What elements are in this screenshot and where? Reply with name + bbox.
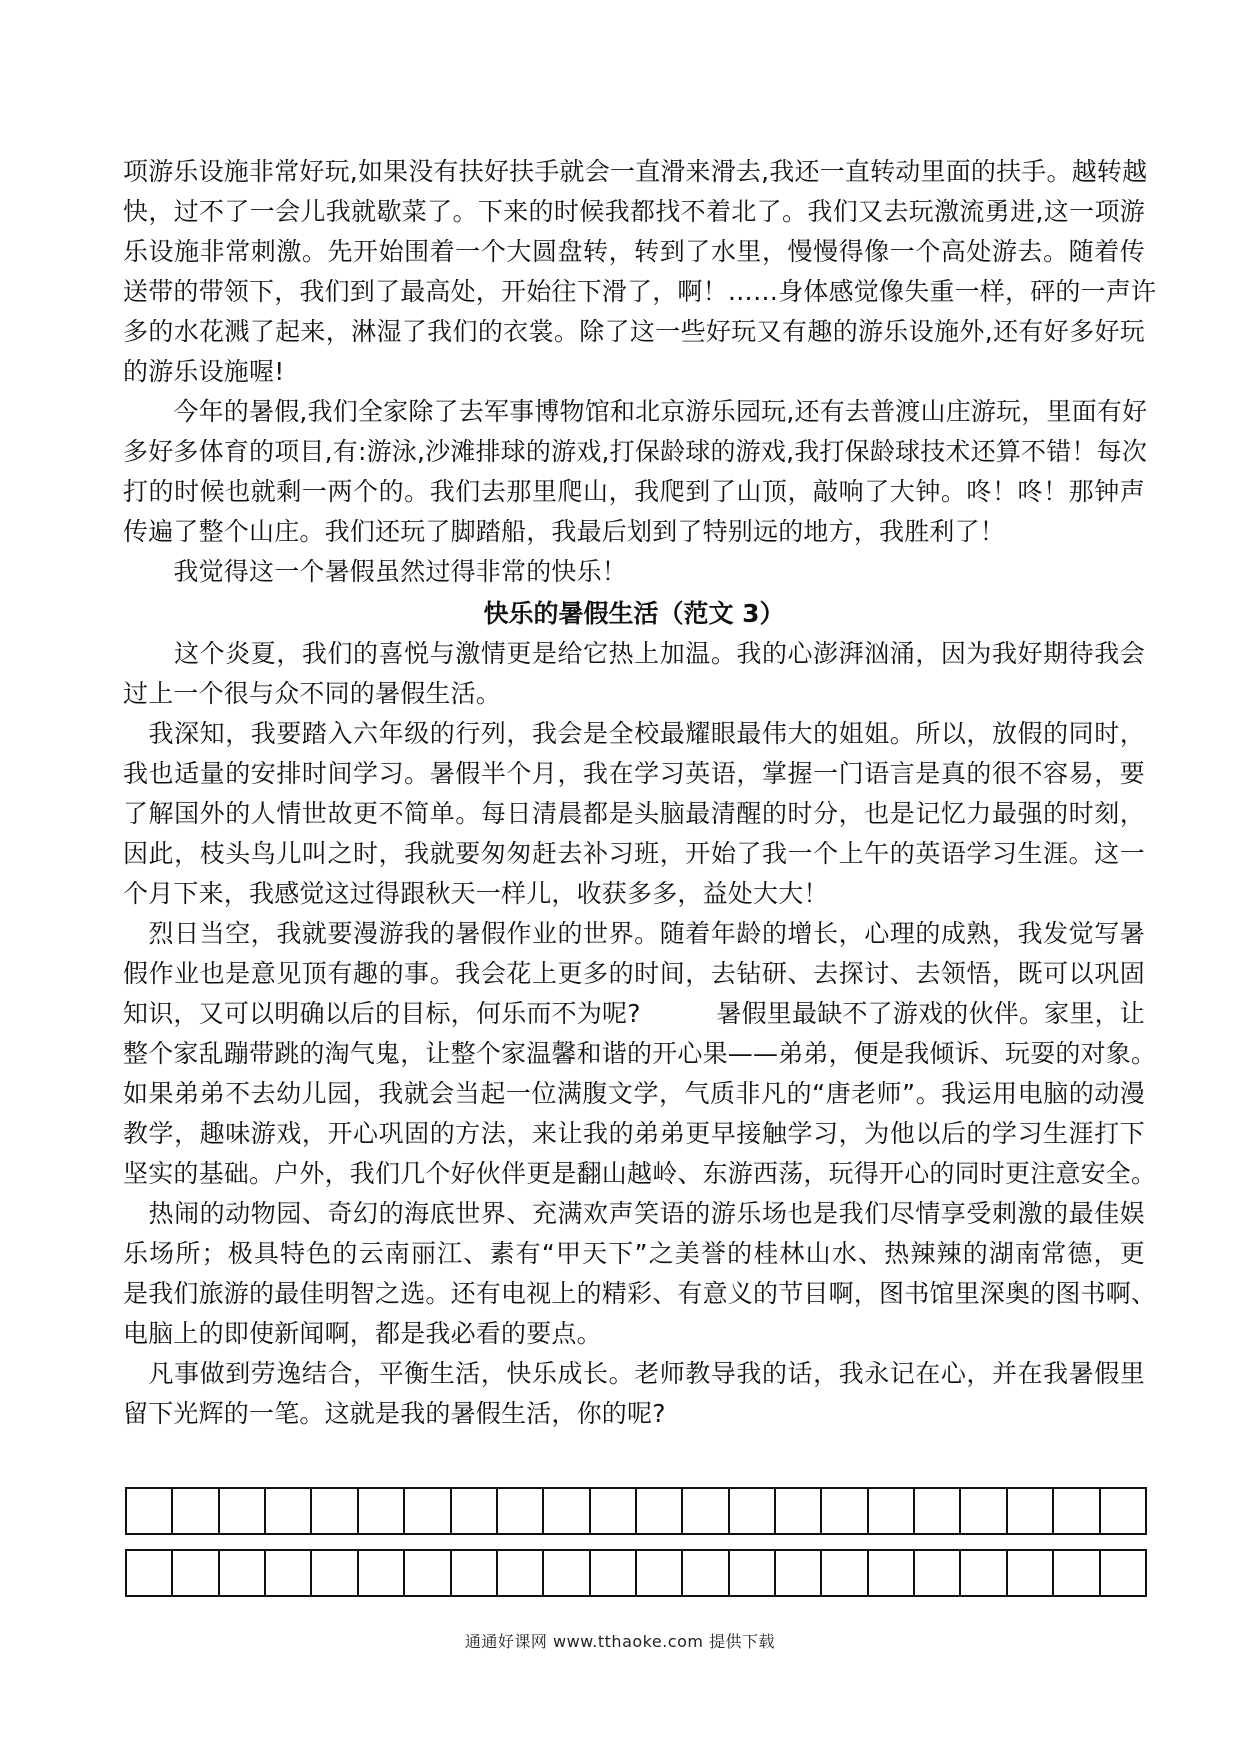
text-line: 留下光辉的一笔。这就是我的暑假生活，你的呢? xyxy=(123,1399,666,1428)
text-line: 我觉得这一个暑假虽然过得非常的快乐！ xyxy=(123,557,628,586)
paragraph-4 xyxy=(123,634,1145,714)
grid-cell xyxy=(452,1551,498,1595)
grid-cell xyxy=(869,1489,915,1533)
text-line: 的游乐设施喔! xyxy=(123,357,285,386)
paragraph-1 xyxy=(123,152,1157,392)
grid-cell xyxy=(498,1489,544,1533)
grid-cell xyxy=(312,1489,358,1533)
text-line: 因此，枝头鸟儿叫之时，我就要匆匆赶去补习班，开始了我一个上午的英语学习生涯。这一 xyxy=(123,839,1145,868)
text-line: 乐场所；极具特色的云南丽江、素有“甲天下”之美誉的桂林山水、热辣辣的湖南常德，更 xyxy=(123,1239,1145,1268)
text-line: 多好多体育的项目,有:游泳,沙滩排球的游戏,打保龄球的游戏,我打保龄球技术还算不错！每次 xyxy=(123,437,1148,466)
grid-cell xyxy=(683,1489,729,1533)
grid-cell xyxy=(591,1489,637,1533)
grid-cell xyxy=(869,1551,915,1595)
grid-cell xyxy=(220,1551,266,1595)
grid-cell xyxy=(359,1489,405,1533)
text-line: 我也适量的安排时间学习。暑假半个月，我在学习英语，掌握一门语言是真的很不容易，要 xyxy=(123,759,1145,788)
text-line: 凡事做到劳逸结合，平衡生活，快乐成长。老师教导我的话，我永记在心，并在我暑假里 xyxy=(123,1359,1145,1388)
grid-cell xyxy=(266,1489,312,1533)
grid-cell xyxy=(1054,1551,1100,1595)
text-line: 教学，趣味游戏，开心巩固的方法，来让我的弟弟更早接触学习，为他以后的学习生涯打下 xyxy=(123,1119,1145,1148)
text-line: 今年的暑假,我们全家除了去军事博物馆和北京游乐园玩,还有去普渡山庄游玩，里面有好 xyxy=(123,397,1148,426)
text-line: 整个家乱蹦带跳的淘气鬼，让整个家温馨和谐的开心果——弟弟，便是我倾诉、玩耍的对象。 xyxy=(123,1039,1157,1068)
grid-cell xyxy=(1101,1551,1145,1595)
text-line: 坚实的基础。户外，我们几个好伙伴更是翻山越岭、东游西荡，玩得开心的同时更注意安全。 xyxy=(123,1159,1157,1188)
text-line: 个月下来，我感觉这过得跟秋天一样儿，收获多多，益处大大！ xyxy=(123,879,829,908)
grid-cell xyxy=(591,1551,637,1595)
grid-cell xyxy=(822,1489,868,1533)
grid-cell xyxy=(730,1489,776,1533)
text-line: 这个炎夏，我们的喜悦与激情更是给它热上加温。我的心澎湃汹涌，因为我好期待我会 xyxy=(123,639,1145,668)
text-line: 热闹的动物园、奇幻的海底世界、充满欢声笑语的游乐场也是我们尽情享受刺激的最佳娱 xyxy=(123,1199,1145,1228)
grid-cell xyxy=(776,1489,822,1533)
grid-cell xyxy=(1054,1489,1100,1533)
text-line: 送带的带领下，我们到了最高处，开始往下滑了，啊！……身体感觉像失重一样，砰的一声许 xyxy=(123,277,1157,306)
grid-cell xyxy=(544,1551,590,1595)
text-line: 假作业也是意见顶有趣的事。我会花上更多的时间，去钻研、去探讨、去领悟，既可以巩固 xyxy=(123,959,1145,988)
grid-cell xyxy=(730,1551,776,1595)
grid-cell xyxy=(173,1551,219,1595)
writing-grid-row-2 xyxy=(125,1549,1147,1597)
grid-cell xyxy=(173,1489,219,1533)
grid-cell xyxy=(683,1551,729,1595)
paragraph-6 xyxy=(123,914,1157,1194)
grid-cell xyxy=(405,1551,451,1595)
text-line: 电脑上的即使新闻啊，都是我必看的要点。 xyxy=(123,1319,602,1348)
grid-cell xyxy=(1008,1551,1054,1595)
grid-cell xyxy=(359,1551,405,1595)
grid-cell xyxy=(822,1551,868,1595)
text-line: 了解国外的人情世故更不简单。每日清晨都是头脑最清醒的时分，也是记忆力最强的时刻， xyxy=(123,799,1145,828)
grid-cell xyxy=(498,1551,544,1595)
grid-cell xyxy=(1008,1489,1054,1533)
essay-title: 快乐的暑假生活（范文 3） xyxy=(483,599,785,628)
article-body xyxy=(123,152,1157,1434)
text-line: 是我们旅游的最佳明智之选。还有电视上的精彩、有意义的节目啊，图书馆里深奥的图书啊、 xyxy=(123,1279,1157,1308)
text-line: 如果弟弟不去幼儿园，我就会当起一位满腹文学，气质非凡的“唐老师”。我运用电脑的动漫 xyxy=(123,1079,1145,1108)
text-line: 传遍了整个山庄。我们还玩了脚踏船，我最后划到了特别远的地方，我胜利了！ xyxy=(123,517,1006,546)
grid-cell xyxy=(961,1489,1007,1533)
grid-cell xyxy=(452,1489,498,1533)
grid-cell xyxy=(637,1551,683,1595)
grid-cell xyxy=(127,1551,173,1595)
grid-cell xyxy=(312,1551,358,1595)
grid-cell xyxy=(915,1489,961,1533)
text-line: 乐设施非常刺激。先开始围着一个大圆盘转，转到了水里，慢慢得像一个高处游去。随着传 xyxy=(123,237,1145,266)
grid-cell xyxy=(220,1489,266,1533)
paragraph-7 xyxy=(123,1194,1157,1354)
page-footer: 通通好课网 www.tthaoke.com 提供下载 xyxy=(464,1632,776,1651)
text-line: 烈日当空，我就要漫游我的暑假作业的世界。随着年龄的增长，心理的成熟，我发觉写暑 xyxy=(123,919,1145,948)
grid-cell xyxy=(127,1489,173,1533)
text-line: 项游乐设施非常好玩,如果没有扶好扶手就会一直滑来滑去,我还一直转动里面的扶手。越转越 xyxy=(123,157,1148,186)
grid-cell xyxy=(776,1551,822,1595)
text-line: 打的时候也就剩一两个的。我们去那里爬山，我爬到了山顶，敲响了大钟。咚！咚！那钟声 xyxy=(123,477,1145,506)
grid-cell xyxy=(961,1551,1007,1595)
text-line: 多的水花溅了起来，淋湿了我们的衣裳。除了这一些好玩又有趣的游乐设施外,还有好多好玩 xyxy=(123,317,1145,346)
paragraph-5 xyxy=(123,714,1145,914)
grid-cell xyxy=(915,1551,961,1595)
grid-cell xyxy=(266,1551,312,1595)
grid-cell xyxy=(405,1489,451,1533)
text-line: 快，过不了一会儿我就歇菜了。下来的时候我都找不着北了。我们又去玩激流勇进,这一项游 xyxy=(123,197,1145,226)
writing-grid-row-1 xyxy=(125,1487,1147,1535)
paragraph-3 xyxy=(123,552,1145,592)
grid-cell xyxy=(544,1489,590,1533)
text-line: 知识，又可以明确以后的目标，何乐而不为呢? 暑假里最缺不了游戏的伙伴。家里，让 xyxy=(123,999,1145,1028)
paragraph-8 xyxy=(123,1354,1145,1434)
text-line: 我深知，我要踏入六年级的行列，我会是全校最耀眼最伟大的姐姐。所以，放假的同时， xyxy=(123,719,1145,748)
grid-cell xyxy=(637,1489,683,1533)
grid-cell xyxy=(1101,1489,1145,1533)
text-line: 过上一个很与众不同的暑假生活。 xyxy=(123,679,502,708)
paragraph-2 xyxy=(123,392,1148,552)
